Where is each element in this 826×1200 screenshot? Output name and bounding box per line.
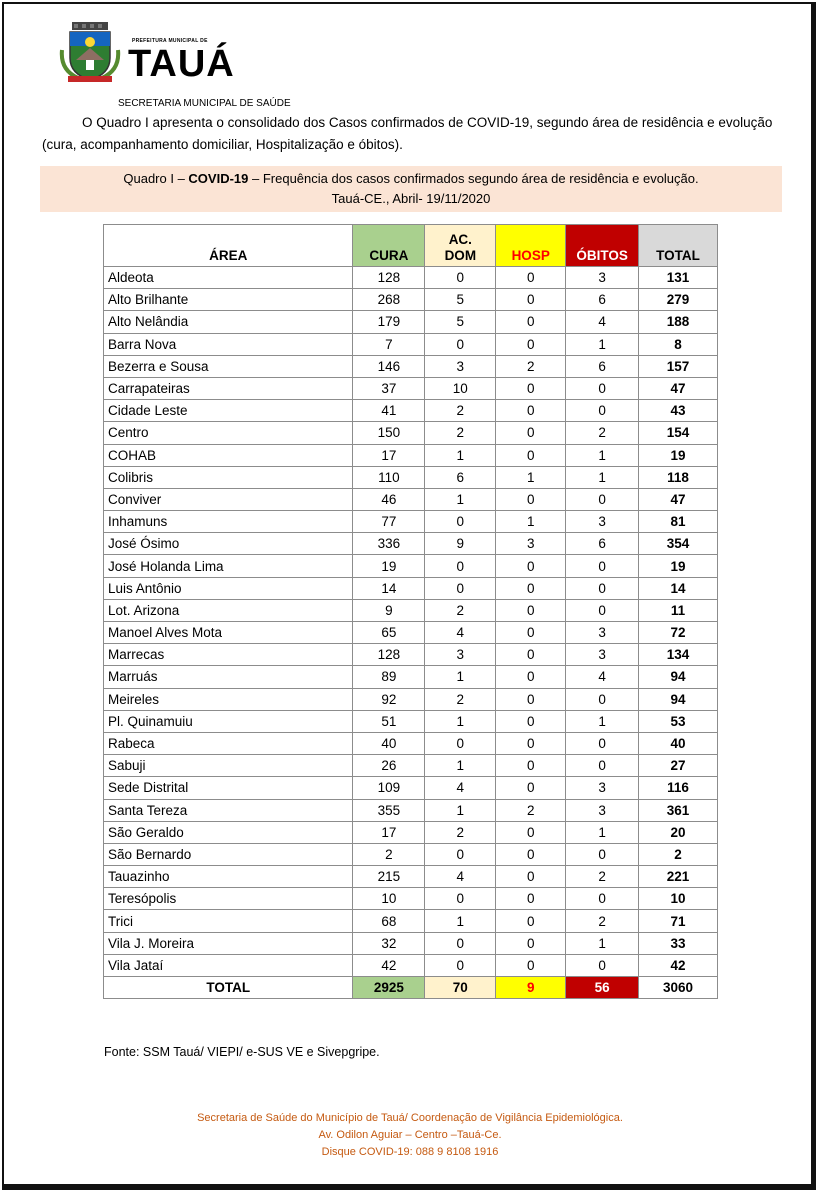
- hosp-cell: 0: [496, 843, 566, 865]
- cura-cell: 10: [353, 888, 425, 910]
- caption-line-2: Tauá-CE., Abril- 19/11/2020: [331, 191, 491, 206]
- obitos-cell: 3: [566, 777, 639, 799]
- obitos-cell: 1: [566, 710, 639, 732]
- total-cell: 72: [639, 622, 718, 644]
- area-cell: Conviver: [104, 488, 353, 510]
- cura-cell: 92: [353, 688, 425, 710]
- obitos-cell: 1: [566, 333, 639, 355]
- hosp-cell: 0: [496, 488, 566, 510]
- total-cell: 131: [639, 267, 718, 289]
- ac-dom-cell: 1: [425, 488, 496, 510]
- prefeitura-logo: [58, 20, 238, 90]
- ac-dom-cell: 10: [425, 377, 496, 399]
- cura-cell: 77: [353, 511, 425, 533]
- cura-cell: 14: [353, 577, 425, 599]
- ac-dom-cell: 3: [425, 355, 496, 377]
- obitos-cell: 0: [566, 688, 639, 710]
- obitos-cell: 6: [566, 355, 639, 377]
- cura-cell: 128: [353, 644, 425, 666]
- hosp-cell: 2: [496, 799, 566, 821]
- obitos-cell: 6: [566, 533, 639, 555]
- area-cell: Barra Nova: [104, 333, 353, 355]
- hosp-cell: 0: [496, 666, 566, 688]
- hosp-cell: 3: [496, 533, 566, 555]
- secretaria-label: SECRETARIA MUNICIPAL DE SAÚDE: [118, 98, 291, 109]
- area-cell: Luis Antônio: [104, 577, 353, 599]
- area-cell: Colibris: [104, 466, 353, 488]
- hosp-cell: 1: [496, 511, 566, 533]
- area-cell: Manoel Alves Mota: [104, 622, 353, 644]
- ac-dom-cell: 3: [425, 644, 496, 666]
- table-row: [104, 821, 718, 843]
- ac-dom-cell: 5: [425, 289, 496, 311]
- area-cell: Marruás: [104, 666, 353, 688]
- table-row: [104, 599, 718, 621]
- total-cura: 2925: [353, 977, 425, 999]
- cura-cell: 41: [353, 400, 425, 422]
- total-cell: 47: [639, 488, 718, 510]
- total-cell: 188: [639, 311, 718, 333]
- obitos-cell: 1: [566, 932, 639, 954]
- table-row: [104, 954, 718, 976]
- ac-dom-cell: 2: [425, 400, 496, 422]
- cura-cell: 37: [353, 377, 425, 399]
- total-cell: 354: [639, 533, 718, 555]
- obitos-cell: 1: [566, 821, 639, 843]
- area-cell: Inhamuns: [104, 511, 353, 533]
- cura-cell: 336: [353, 533, 425, 555]
- header-ac-dom: [425, 225, 496, 267]
- total-cell: 116: [639, 777, 718, 799]
- table-row: [104, 289, 718, 311]
- ac-dom-cell: 1: [425, 799, 496, 821]
- total-cell: 94: [639, 666, 718, 688]
- total-cell: 19: [639, 444, 718, 466]
- ac-dom-cell: 5: [425, 311, 496, 333]
- cura-cell: 110: [353, 466, 425, 488]
- caption-prefix: Quadro I –: [123, 171, 189, 186]
- table-row: [104, 488, 718, 510]
- hosp-cell: 2: [496, 355, 566, 377]
- total-cell: 94: [639, 688, 718, 710]
- area-cell: Alto Nelândia: [104, 311, 353, 333]
- obitos-cell: 0: [566, 577, 639, 599]
- area-cell: Cidade Leste: [104, 400, 353, 422]
- area-cell: Alto Brilhante: [104, 289, 353, 311]
- obitos-cell: 0: [566, 888, 639, 910]
- hosp-cell: 0: [496, 444, 566, 466]
- obitos-cell: 0: [566, 377, 639, 399]
- cura-cell: 150: [353, 422, 425, 444]
- header-obitos: ÓBITOS: [566, 225, 639, 267]
- total-hosp: 9: [496, 977, 566, 999]
- coat-of-arms-icon: [58, 20, 122, 84]
- table-row: [104, 710, 718, 732]
- ac-dom-cell: 6: [425, 466, 496, 488]
- hosp-cell: 0: [496, 377, 566, 399]
- total-label: TOTAL: [104, 977, 353, 999]
- obitos-cell: 0: [566, 555, 639, 577]
- total-cell: 71: [639, 910, 718, 932]
- table-row: [104, 799, 718, 821]
- header-hosp: HOSP: [496, 225, 566, 267]
- ac-dom-cell: 0: [425, 732, 496, 754]
- area-cell: Carrapateiras: [104, 377, 353, 399]
- header-ac-line1: AC.: [448, 232, 472, 247]
- total-cell: 43: [639, 400, 718, 422]
- obitos-cell: 0: [566, 599, 639, 621]
- header-cura: CURA: [353, 225, 425, 267]
- table-total-row: [104, 977, 718, 999]
- area-cell: Aldeota: [104, 267, 353, 289]
- total-cell: 134: [639, 644, 718, 666]
- obitos-cell: 2: [566, 866, 639, 888]
- cura-cell: 109: [353, 777, 425, 799]
- total-cell: 157: [639, 355, 718, 377]
- table-row: [104, 843, 718, 865]
- ac-dom-cell: 2: [425, 688, 496, 710]
- area-cell: Sabuji: [104, 755, 353, 777]
- hosp-cell: 0: [496, 400, 566, 422]
- table-row: [104, 688, 718, 710]
- cura-cell: 17: [353, 444, 425, 466]
- area-cell: COHAB: [104, 444, 353, 466]
- hosp-cell: 0: [496, 954, 566, 976]
- obitos-cell: 4: [566, 311, 639, 333]
- table-row: [104, 866, 718, 888]
- obitos-cell: 1: [566, 466, 639, 488]
- caption-bold: COVID-19: [188, 171, 249, 186]
- total-cell: 118: [639, 466, 718, 488]
- table-row: [104, 511, 718, 533]
- hosp-cell: 0: [496, 577, 566, 599]
- obitos-cell: 1: [566, 444, 639, 466]
- area-cell: Centro: [104, 422, 353, 444]
- cura-cell: 26: [353, 755, 425, 777]
- ac-dom-cell: 0: [425, 888, 496, 910]
- obitos-cell: 2: [566, 910, 639, 932]
- area-cell: Bezerra e Sousa: [104, 355, 353, 377]
- obitos-cell: 0: [566, 954, 639, 976]
- obitos-cell: 3: [566, 799, 639, 821]
- cases-table: [103, 224, 718, 999]
- total-cell: 42: [639, 954, 718, 976]
- obitos-cell: 6: [566, 289, 639, 311]
- cura-cell: 128: [353, 267, 425, 289]
- total-cell: 20: [639, 821, 718, 843]
- ac-dom-cell: 2: [425, 422, 496, 444]
- logo-small-text: PREFEITURA MUNICIPAL DE: [132, 38, 208, 44]
- table-row: [104, 577, 718, 599]
- ac-dom-cell: 9: [425, 533, 496, 555]
- area-cell: Vila J. Moreira: [104, 932, 353, 954]
- footer-line-1: Secretaria de Saúde do Município de Tauá/ Coordenação de Vigilância Epidemiológica.: [197, 1112, 623, 1124]
- total-cell: 53: [639, 710, 718, 732]
- table-row: [104, 400, 718, 422]
- total-cell: 10: [639, 888, 718, 910]
- total-cell: 19: [639, 555, 718, 577]
- table-row: [104, 333, 718, 355]
- ac-dom-cell: 0: [425, 333, 496, 355]
- table-row: [104, 888, 718, 910]
- area-cell: Trici: [104, 910, 353, 932]
- obitos-cell: 3: [566, 644, 639, 666]
- area-cell: Santa Tereza: [104, 799, 353, 821]
- hosp-cell: 0: [496, 644, 566, 666]
- ac-dom-cell: 1: [425, 755, 496, 777]
- cura-cell: 355: [353, 799, 425, 821]
- area-cell: Sede Distrital: [104, 777, 353, 799]
- table-row: [104, 910, 718, 932]
- cura-cell: 215: [353, 866, 425, 888]
- table-row: [104, 666, 718, 688]
- table-row: [104, 466, 718, 488]
- cura-cell: 65: [353, 622, 425, 644]
- logo-name: TAUÁ: [128, 43, 235, 85]
- area-cell: Pl. Quinamuiu: [104, 710, 353, 732]
- table-row: [104, 777, 718, 799]
- hosp-cell: 0: [496, 932, 566, 954]
- cura-cell: 268: [353, 289, 425, 311]
- area-cell: Lot. Arizona: [104, 599, 353, 621]
- total-total: 3060: [639, 977, 718, 999]
- ac-dom-cell: 1: [425, 910, 496, 932]
- table-row: [104, 732, 718, 754]
- area-cell: Tauazinho: [104, 866, 353, 888]
- ac-dom-cell: 4: [425, 622, 496, 644]
- table-row: [104, 533, 718, 555]
- cura-cell: 7: [353, 333, 425, 355]
- cura-cell: 51: [353, 710, 425, 732]
- hosp-cell: 0: [496, 622, 566, 644]
- obitos-cell: 0: [566, 488, 639, 510]
- table-header-row: [104, 225, 718, 267]
- total-cell: 361: [639, 799, 718, 821]
- caption-line-1: [40, 169, 782, 189]
- ac-dom-cell: 0: [425, 843, 496, 865]
- cura-cell: 42: [353, 954, 425, 976]
- ac-dom-cell: 0: [425, 511, 496, 533]
- table-row: [104, 377, 718, 399]
- obitos-cell: 0: [566, 732, 639, 754]
- area-cell: Marrecas: [104, 644, 353, 666]
- page-footer: [0, 1110, 820, 1161]
- footer-line-3: Disque COVID-19: 088 9 8108 1916: [321, 1146, 499, 1158]
- total-cell: 279: [639, 289, 718, 311]
- obitos-cell: 4: [566, 666, 639, 688]
- table-caption: [40, 166, 782, 212]
- total-cell: 81: [639, 511, 718, 533]
- intro-paragraph: O Quadro I apresenta o consolidado dos Casos confirmados de COVID-19, segundo área de residência e evolução (cura, acompanhamento domiciliar, Hospitalização e óbitos).: [42, 115, 773, 152]
- ac-dom-cell: 0: [425, 954, 496, 976]
- ac-dom-cell: 4: [425, 866, 496, 888]
- header-area: ÁREA: [104, 225, 353, 267]
- table-row: [104, 311, 718, 333]
- hosp-cell: 0: [496, 755, 566, 777]
- hosp-cell: 1: [496, 466, 566, 488]
- header-ac-line2: DOM: [444, 248, 477, 263]
- cura-cell: 40: [353, 732, 425, 754]
- ac-dom-cell: 2: [425, 821, 496, 843]
- table-row: [104, 422, 718, 444]
- cura-cell: 17: [353, 821, 425, 843]
- table-row: [104, 755, 718, 777]
- hosp-cell: 0: [496, 732, 566, 754]
- total-cell: 47: [639, 377, 718, 399]
- table-row: [104, 444, 718, 466]
- total-obitos: 56: [566, 977, 639, 999]
- area-cell: Rabeca: [104, 732, 353, 754]
- hosp-cell: 0: [496, 289, 566, 311]
- total-cell: 14: [639, 577, 718, 599]
- hosp-cell: 0: [496, 888, 566, 910]
- cura-cell: 89: [353, 666, 425, 688]
- hosp-cell: 0: [496, 311, 566, 333]
- ac-dom-cell: 1: [425, 666, 496, 688]
- obitos-cell: 3: [566, 267, 639, 289]
- ac-dom-cell: 0: [425, 932, 496, 954]
- total-cell: 221: [639, 866, 718, 888]
- table-row: [104, 267, 718, 289]
- hosp-cell: 0: [496, 555, 566, 577]
- cura-cell: 179: [353, 311, 425, 333]
- total-cell: 33: [639, 932, 718, 954]
- cura-cell: 2: [353, 843, 425, 865]
- hosp-cell: 0: [496, 821, 566, 843]
- table-row: [104, 555, 718, 577]
- cura-cell: 19: [353, 555, 425, 577]
- ac-dom-cell: 1: [425, 710, 496, 732]
- ac-dom-cell: 4: [425, 777, 496, 799]
- table-body: [104, 267, 718, 977]
- total-cell: 40: [639, 732, 718, 754]
- ac-dom-cell: 0: [425, 577, 496, 599]
- obitos-cell: 2: [566, 422, 639, 444]
- obitos-cell: 3: [566, 511, 639, 533]
- area-cell: José Ósimo: [104, 533, 353, 555]
- hosp-cell: 0: [496, 267, 566, 289]
- obitos-cell: 3: [566, 622, 639, 644]
- total-cell: 2: [639, 843, 718, 865]
- area-cell: José Holanda Lima: [104, 555, 353, 577]
- obitos-cell: 0: [566, 755, 639, 777]
- footer-line-2: Av. Odilon Aguiar – Centro –Tauá-Ce.: [318, 1129, 502, 1141]
- cura-cell: 46: [353, 488, 425, 510]
- total-cell: 11: [639, 599, 718, 621]
- table-row: [104, 644, 718, 666]
- ac-dom-cell: 1: [425, 444, 496, 466]
- area-cell: Teresópolis: [104, 888, 353, 910]
- header-total: TOTAL: [639, 225, 718, 267]
- area-cell: Vila Jataí: [104, 954, 353, 976]
- hosp-cell: 0: [496, 777, 566, 799]
- hosp-cell: 0: [496, 333, 566, 355]
- ac-dom-cell: 0: [425, 267, 496, 289]
- cura-cell: 32: [353, 932, 425, 954]
- table-row: [104, 932, 718, 954]
- cura-cell: 146: [353, 355, 425, 377]
- cura-cell: 9: [353, 599, 425, 621]
- total-cell: 154: [639, 422, 718, 444]
- obitos-cell: 0: [566, 400, 639, 422]
- hosp-cell: 0: [496, 599, 566, 621]
- ac-dom-cell: 2: [425, 599, 496, 621]
- area-cell: São Bernardo: [104, 843, 353, 865]
- hosp-cell: 0: [496, 422, 566, 444]
- table-row: [104, 355, 718, 377]
- area-cell: São Geraldo: [104, 821, 353, 843]
- obitos-cell: 0: [566, 843, 639, 865]
- table-row: [104, 622, 718, 644]
- source-note: Fonte: SSM Tauá/ VIEPI/ e-SUS VE e Sivepgripe.: [104, 1045, 380, 1059]
- caption-rest: – Frequência dos casos confirmados segundo área de residência e evolução.: [248, 171, 699, 186]
- hosp-cell: 0: [496, 910, 566, 932]
- total-ac-dom: 70: [425, 977, 496, 999]
- total-cell: 27: [639, 755, 718, 777]
- hosp-cell: 0: [496, 710, 566, 732]
- cura-cell: 68: [353, 910, 425, 932]
- ac-dom-cell: 0: [425, 555, 496, 577]
- hosp-cell: 0: [496, 866, 566, 888]
- hosp-cell: 0: [496, 688, 566, 710]
- area-cell: Meireles: [104, 688, 353, 710]
- total-cell: 8: [639, 333, 718, 355]
